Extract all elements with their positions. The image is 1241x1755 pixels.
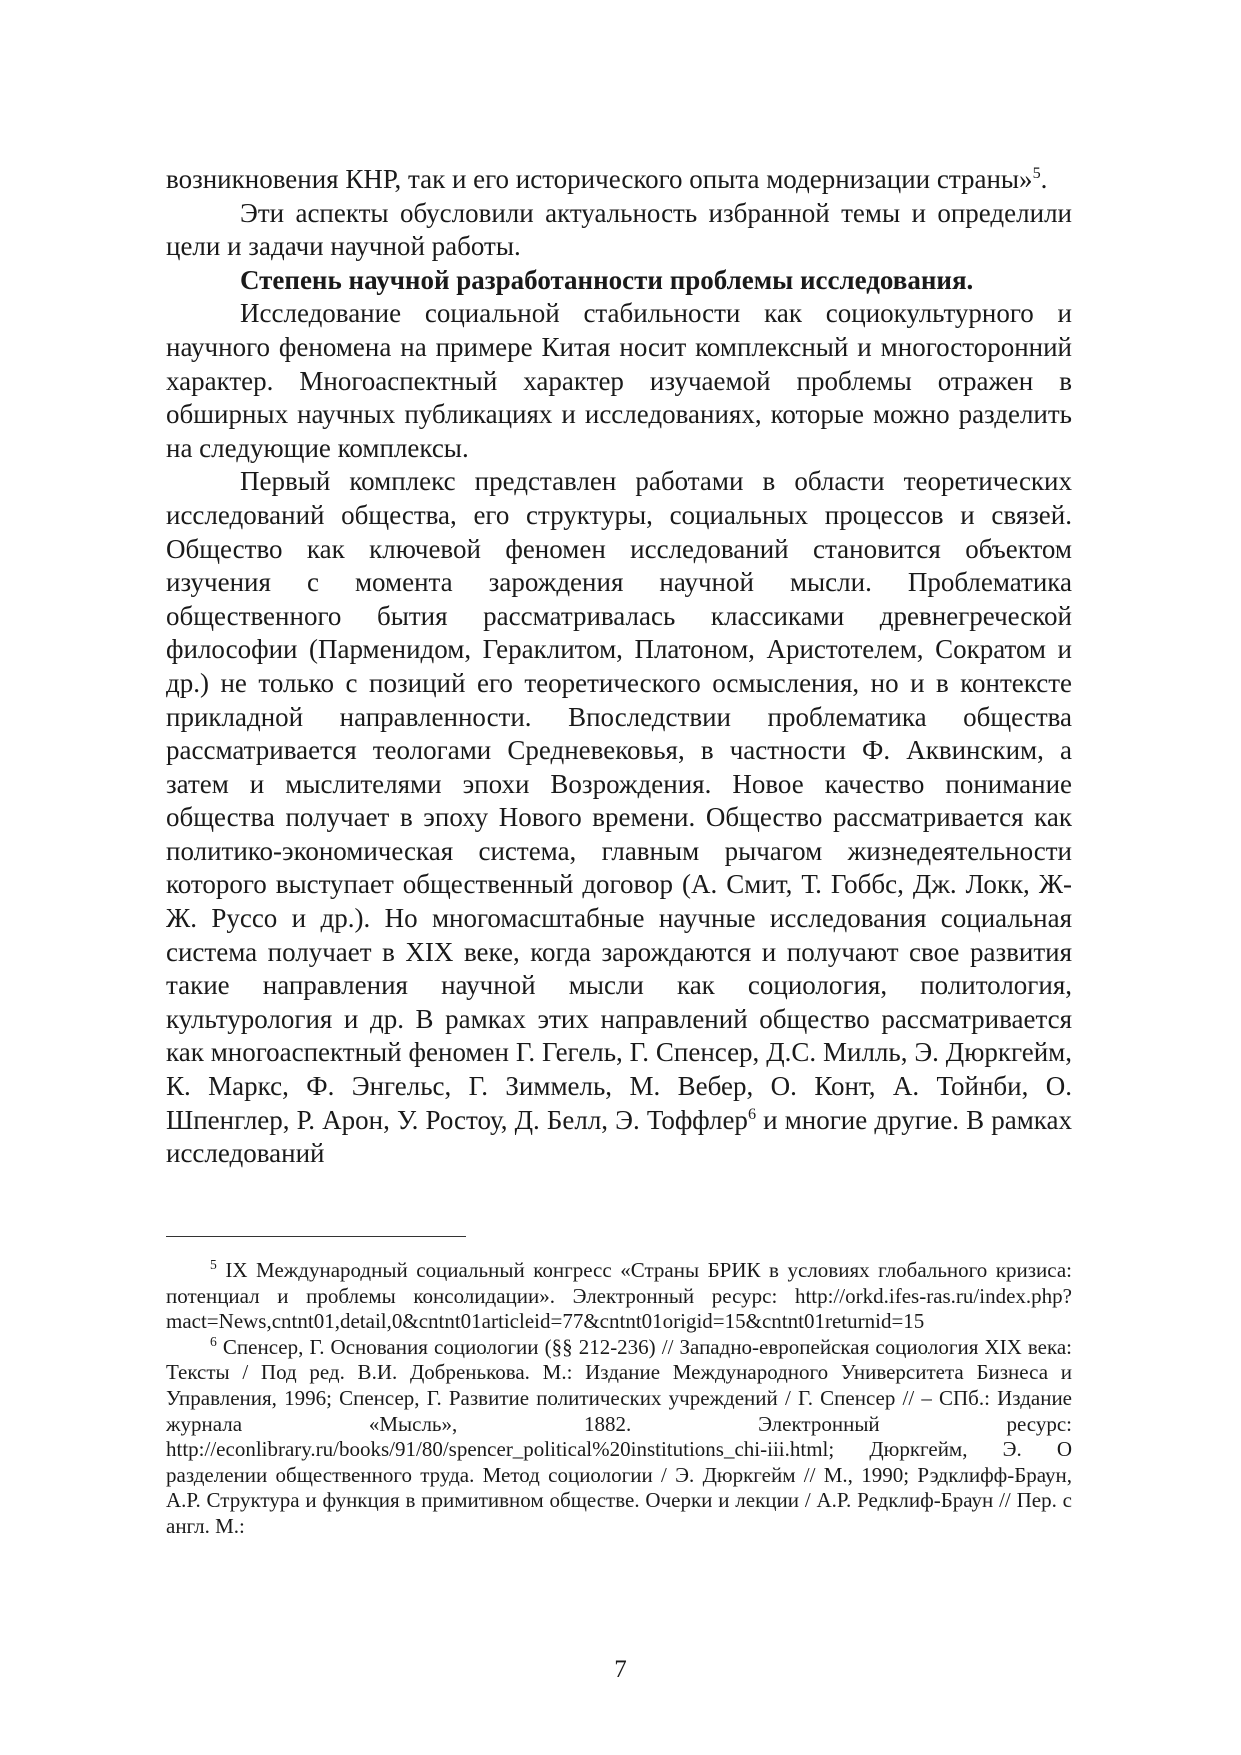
paragraph-end: .	[1040, 164, 1048, 194]
paragraph-text: Первый комплекс представлен работами в области теоретических исследований общества, его структуры, социальных процессов и связей. Общество как ключевой феномен исследований становится объектом изучения с момента зарождения научной мысли. Проблематика общественного бытия рассматривалась классиками древнегреческой философии (Парменидом, Гераклитом, Платоном, Аристотелем, Сократом и др.) не только с позиций его теоретического осмысления, но и в контексте прикладной направленности. Впоследствии проблематика общества рассматривается теологами Средневековья, в частности Ф. Аквинским, а затем и мыслителями эпохи Возрождения. Новое качество понимание общества получает в эпоху Нового времени. Общество рассматривается как политико-экономическая система, главным рычагом жизнедеятельности которого выступает общественный договор (А. Смит, Т. Гоббс, Дж. Локк, Ж-Ж. Руссо и др.). Но многомасштабные научные исследования социальная система получает в XIX веке, когда зарождаются и получают свое развития такие направления научной мысли как социология, политология, культурология и др. В рамках этих направлений общество рассматривается как многоаспектный феномен Г. Гегель, Г. Спенсер, Д.С. Милль, Э. Дюркгейм, К. Маркс, Ф. Энгельс, Г. Зиммель, М. Вебер, О. Конт, А. Тойнби, О. Шпенглер, Р. Арон, У. Ростоу, Д. Белл, Э. Тоффлер	[166, 466, 1072, 1135]
paragraph-relevance: Эти аспекты обусловили актуальность избранной темы и определили цели и задачи научной работы.	[166, 197, 1072, 262]
footnote-text: IX Международный социальный конгресс «Страны БРИК в условиях глобального кризиса: потенциал и проблемы консолидации». Электронный ресурс: http://orkd.ifes-ras.ru/index.php?mact=News,cntnt01,detail,0&cntnt01articleid=77&cntnt01origid=15&cntnt01returnid=15	[166, 1258, 1072, 1334]
footnote-5	[166, 1258, 1072, 1335]
paragraph-continuation	[166, 163, 1072, 197]
footnote-6	[166, 1335, 1072, 1540]
paragraph-intro: Исследование социальной стабильности как социокультурного и научного феномена на примере Китая носит комплексный и многосторонний характер. Многоаспектный характер изучаемой проблемы отражен в обширных научных публикациях и исследованиях, которые можно разделить на следующие комплексы.	[166, 298, 1072, 463]
footnote-text: Спенсер, Г. Основания социологии (§§ 212-236) // Западно-европейская социология XIX века: Тексты / Под ред. В.И. Добренькова. М.: Издание Международного Университета Бизнеса и Управления, 1996; Спенсер, Г. Развитие политических учреждений / Г. Спенсер // – СПб.: Издание журнала «Мысль», 1882. Электронный ресурс: http://econlibrary.ru/books/91/80/spencer_political%20institutions_chi-iii.html; Дюркгейм, Э. О разделении общественного труда. Метод социологии / Э. Дюркгейм // М., 1990; Рэдклифф-Браун, А.Р. Структура и функция в примитивном обществе. Очерки и лекции / А.Р. Редклиф-Браун // Пер. с англ. М.:	[166, 1334, 1072, 1538]
paragraph-first-complex	[166, 465, 1072, 1170]
footnote-ref-6[interactable]: 6	[747, 1104, 757, 1123]
footnote-number: 6	[210, 1333, 217, 1349]
footnote-ref-5[interactable]: 5	[1032, 164, 1041, 182]
footnote-separator	[166, 1236, 466, 1237]
footnote-number: 5	[210, 1257, 217, 1272]
footnotes	[166, 1258, 1072, 1540]
paragraph-text: возникновения КНР, так и его исторического опыта модернизации страны»	[166, 164, 1033, 194]
main-text	[166, 163, 1072, 1171]
paragraph-end: и многие другие. В рамках исследований	[166, 1104, 1072, 1169]
page-number: 7	[614, 1656, 627, 1683]
section-heading: Степень научной разработанности проблемы исследования.	[240, 264, 974, 295]
